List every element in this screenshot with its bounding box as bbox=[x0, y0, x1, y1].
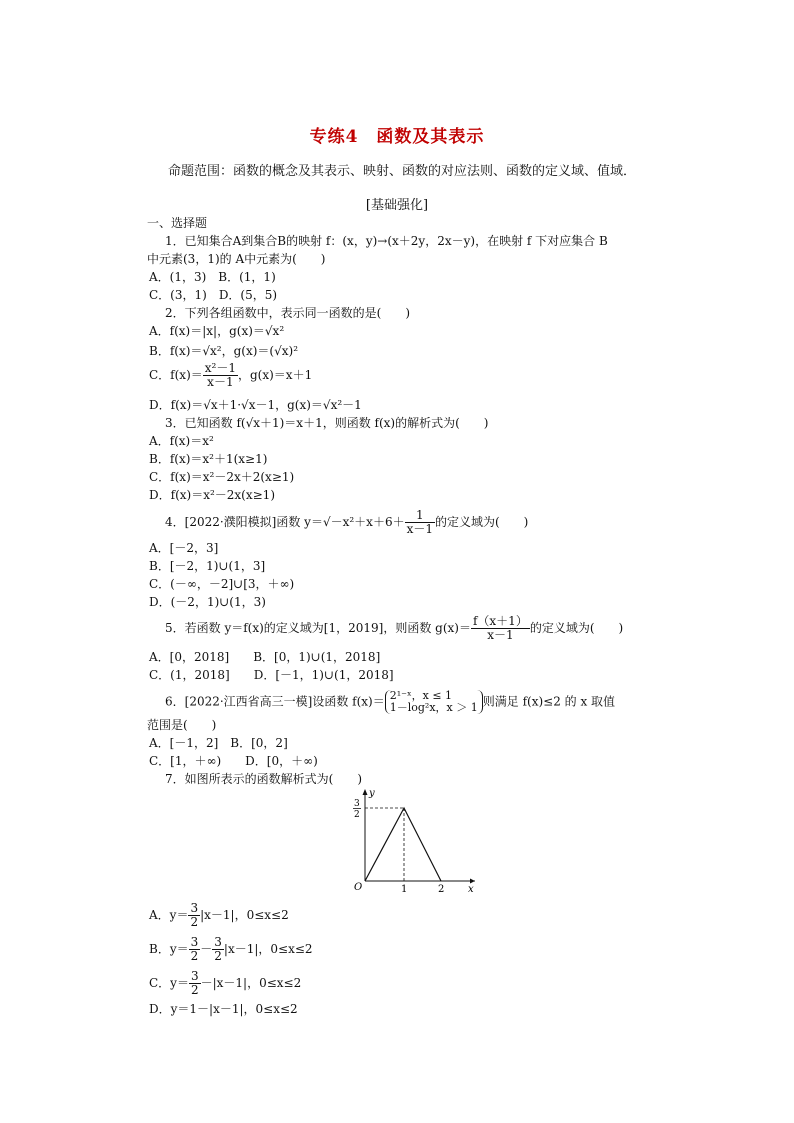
q2-option-c-prefix: C．f(x)＝ bbox=[149, 368, 203, 382]
q7-b-fraction1 bbox=[189, 936, 201, 963]
q5-stem bbox=[165, 615, 623, 642]
q5-options-cd: C．(1，2018] D．[－1，1)∪(1，2018] bbox=[149, 668, 394, 682]
x-axis-arrow-icon bbox=[470, 879, 475, 884]
q2-stem: 2．下列各组函数中，表示同一函数的是( ) bbox=[165, 306, 410, 320]
q7-a-prefix: A．y＝ bbox=[149, 908, 189, 922]
q5-options-ab: A．[0，2018] B．[0，1)∪(1，2018] bbox=[149, 650, 381, 664]
q3-stem: 3．已知函数 f(√x＋1)＝x＋1，则函数 f(x)的解析式为( ) bbox=[165, 416, 489, 430]
q7-b-minus: － bbox=[200, 942, 213, 956]
q4-option-c: C．(－∞，－2]∪[3，＋∞) bbox=[149, 577, 295, 591]
q7-option-a bbox=[149, 902, 289, 929]
q1-options-cd: C．(3，1) D．(5，5) bbox=[149, 288, 278, 302]
q7-c-numerator: 3 bbox=[190, 969, 199, 983]
page-title: 专练4 函数及其表示 bbox=[309, 127, 485, 147]
q6-stem-line2: 范围是( ) bbox=[147, 718, 217, 732]
q4-option-a: A．[－2，3] bbox=[149, 541, 219, 555]
q6-stem-suffix: 则满足 f(x)≤2 的 x 取值 bbox=[482, 694, 616, 709]
q2-option-c bbox=[149, 362, 312, 389]
q6-options-ab: A．[－1，2] B．[0，2] bbox=[149, 736, 288, 750]
q4-denominator: x－1 bbox=[406, 522, 433, 536]
q7-b-prefix: B．y＝ bbox=[149, 942, 189, 956]
q1-stem-line2: 中元素(3，1)的 A中元素为( ) bbox=[147, 252, 326, 266]
q7-b-denominator1: 2 bbox=[190, 949, 199, 963]
y-tick-denominator: 2 bbox=[354, 810, 360, 820]
x-tick-2: 2 bbox=[438, 884, 445, 892]
scope-text: 命题范围：函数的概念及其表示、映射、函数的对应法则、函数的定义域、值域． bbox=[168, 164, 637, 179]
q6-case2: 1－log²x，x ＞ 1 bbox=[389, 701, 478, 714]
q3-option-c: C．f(x)＝x²－2x＋2(x≥1) bbox=[149, 470, 295, 484]
part-heading: 一、选择题 bbox=[147, 216, 208, 230]
q7-option-c bbox=[149, 970, 301, 997]
q5-numerator: f（x＋1） bbox=[472, 614, 528, 628]
origin-label: O bbox=[354, 882, 363, 892]
x-axis-label: x bbox=[468, 884, 474, 892]
q7-b-denominator2: 2 bbox=[214, 949, 222, 963]
q7-a-suffix: |x－1|，0≤x≤2 bbox=[200, 908, 289, 922]
q4-option-d: D．(－2，1)∪(1，3) bbox=[149, 595, 266, 609]
q7-graph-figure bbox=[340, 786, 490, 892]
section-heading: [基础强化] bbox=[365, 198, 429, 213]
q7-a-fraction bbox=[188, 902, 200, 929]
q7-a-numerator: 3 bbox=[190, 901, 199, 915]
q1-options-ab: A．(1，3) B．(1，1) bbox=[149, 270, 276, 284]
q5-stem-prefix: 5．若函数 y＝f(x)的定义域为[1，2019]，则函数 g(x)＝ bbox=[165, 621, 471, 635]
q7-b-fraction2 bbox=[212, 936, 224, 963]
q4-stem-prefix: 4．[2022·濮阳模拟]函数 y＝√－x²＋x＋6＋ bbox=[165, 515, 405, 529]
q4-fraction bbox=[405, 509, 435, 536]
q3-option-d: D．f(x)＝x²－2x(x≥1) bbox=[149, 488, 275, 502]
q7-stem: 7．如图所表示的函数解析式为( ) bbox=[165, 772, 362, 786]
q6-piecewise bbox=[385, 690, 483, 714]
q2-option-a: A．f(x)＝|x|，g(x)＝√x² bbox=[149, 324, 285, 338]
q7-b-numerator1: 3 bbox=[190, 935, 199, 949]
q6-stem bbox=[165, 690, 615, 714]
q2-c-numerator: x²－1 bbox=[204, 361, 236, 375]
q5-denominator: x－1 bbox=[487, 628, 514, 642]
q7-b-suffix: |x－1|，0≤x≤2 bbox=[223, 942, 313, 956]
q7-c-denominator: 2 bbox=[190, 983, 199, 997]
q5-fraction bbox=[471, 615, 530, 642]
q2-option-c-fraction bbox=[203, 362, 238, 389]
y-axis-arrow-icon bbox=[363, 789, 368, 795]
q4-stem bbox=[165, 509, 528, 536]
x-tick-1: 1 bbox=[401, 884, 408, 892]
q6-stem-prefix: 6．[2022·江西省高三一模]设函数 f(x)＝ bbox=[165, 694, 385, 709]
q2-option-d: D．f(x)＝√x＋1·√x－1，g(x)＝√x²－1 bbox=[149, 398, 362, 412]
q3-option-b: B．f(x)＝x²＋1(x≥1) bbox=[149, 452, 268, 466]
q7-option-b bbox=[149, 936, 313, 963]
q2-option-c-suffix: ，g(x)＝x＋1 bbox=[237, 368, 313, 382]
q7-c-fraction bbox=[189, 970, 201, 997]
q4-option-b: B．[－2，1)∪(1，3] bbox=[149, 559, 266, 573]
q6-options-cd: C．[1，＋∞) D．[0，＋∞) bbox=[149, 754, 318, 768]
q3-option-a: A．f(x)＝x² bbox=[149, 434, 214, 448]
q7-c-prefix: C．y＝ bbox=[149, 976, 189, 990]
q4-numerator: 1 bbox=[405, 509, 435, 523]
y-axis-label: y bbox=[369, 788, 375, 799]
q1-stem-line1: 1．已知集合A到集合B的映射 f：(x，y)→(x＋2y，2x－y)，在映射 f 下对应集合 B bbox=[165, 234, 608, 248]
q5-stem-suffix: 的定义域为( ) bbox=[529, 621, 624, 635]
q2-option-b: B．f(x)＝√x²，g(x)＝(√x)² bbox=[149, 344, 299, 358]
q7-a-denominator: 2 bbox=[190, 915, 199, 929]
q2-c-denominator: x－1 bbox=[207, 375, 234, 389]
function-graph-line bbox=[365, 808, 441, 881]
q4-stem-suffix: 的定义域为( ) bbox=[434, 515, 529, 529]
q7-c-suffix: －|x－1|，0≤x≤2 bbox=[200, 976, 302, 990]
y-tick-numerator: 3 bbox=[354, 799, 360, 809]
q7-b-numerator2: 3 bbox=[214, 935, 222, 949]
q7-option-d: D．y＝1－|x－1|，0≤x≤2 bbox=[149, 1002, 298, 1016]
q6-case1: 2¹⁻ˣ，x ≤ 1 bbox=[389, 689, 453, 702]
